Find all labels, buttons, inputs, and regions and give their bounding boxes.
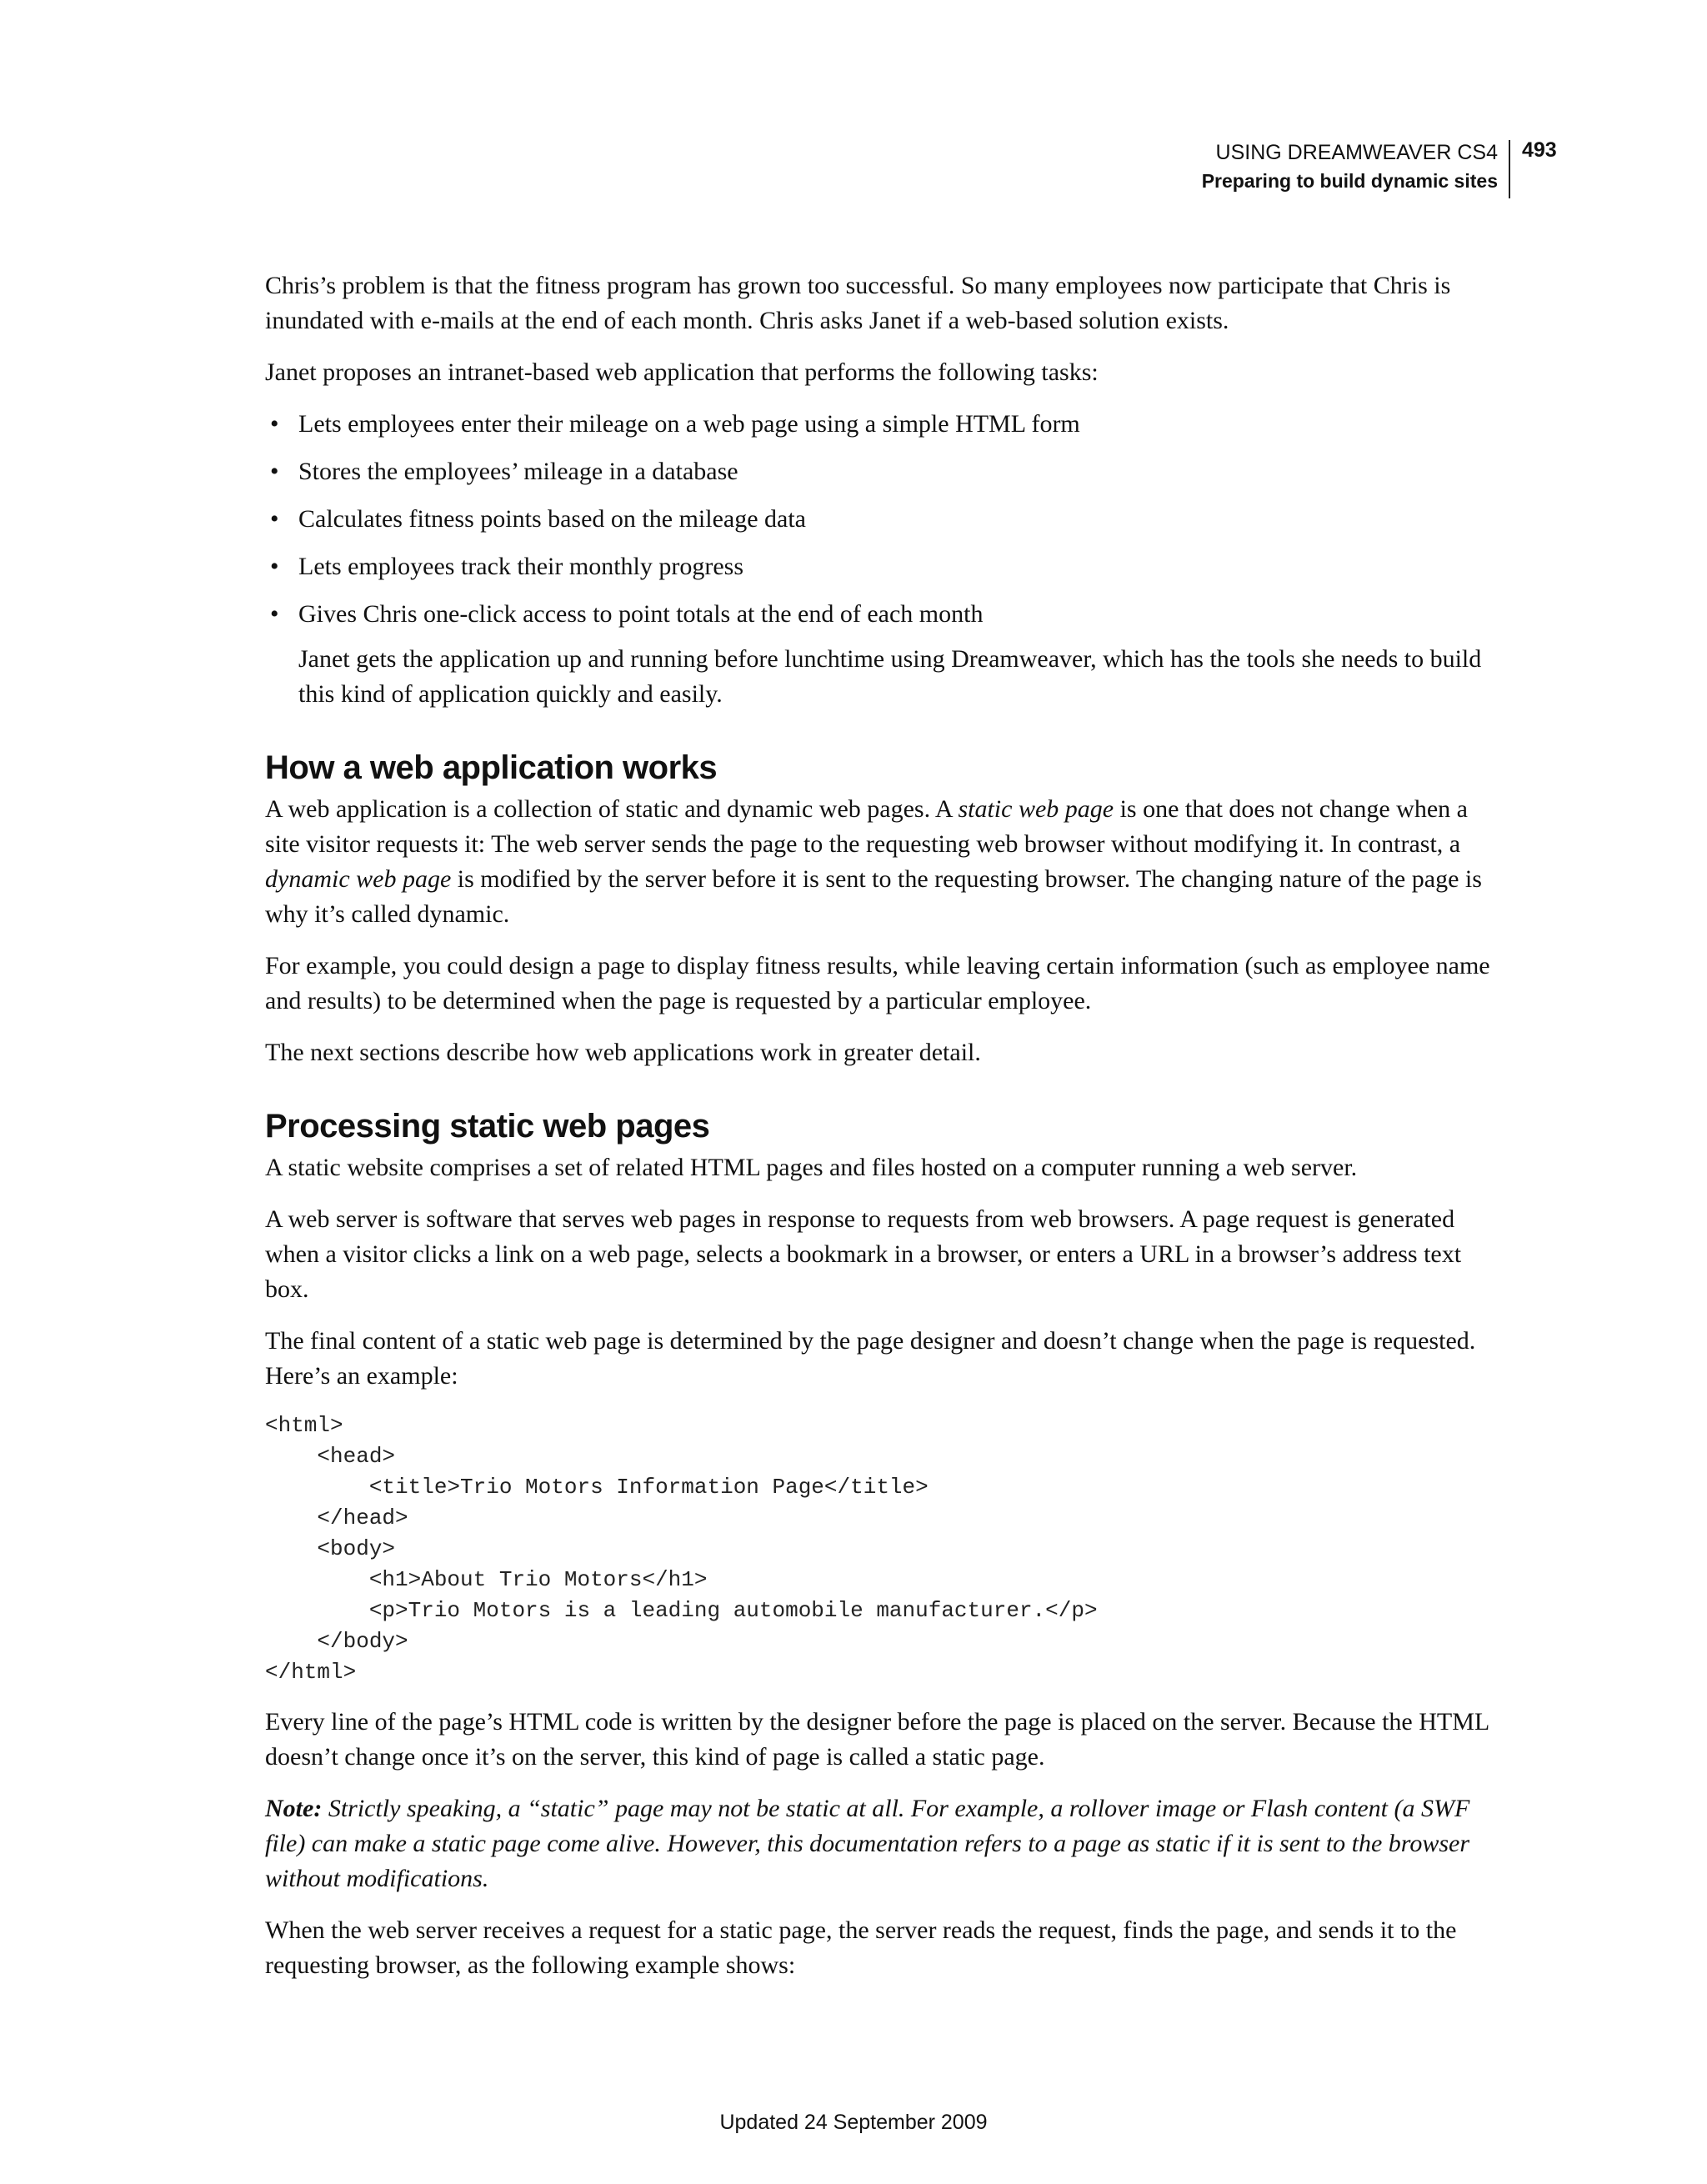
text-run: is one that does not change when a site visitor requests it: The web server sends the page to the requesting web browser without modifying it. In contrast, a [265, 795, 1468, 858]
code-line: </head> [265, 1505, 408, 1530]
code-line: </body> [265, 1629, 408, 1654]
code-line: <html> [265, 1413, 343, 1438]
list-item [265, 549, 1499, 584]
section1-paragraph-3: The next sections describe how web applications work in greater detail. [265, 1039, 981, 1066]
list-item-text: Stores the employees’ mileage in a database [298, 458, 738, 485]
bullet-icon: • [270, 410, 279, 438]
code-example [265, 1410, 1499, 1688]
note-label: Note: [265, 1795, 323, 1822]
list-item-text: Gives Chris one-click access to point totals at the end of each month [298, 600, 984, 628]
intro-paragraph-2: Janet proposes an intranet-based web application that performs the following tasks: [265, 358, 1099, 386]
code-line: <body> [265, 1536, 396, 1561]
code-line: <h1>About Trio Motors</h1> [265, 1567, 708, 1592]
list-item [265, 502, 1499, 537]
section2-paragraph-5: When the web server receives a request for a static page, the server reads the request, finds the page, and sends it to the requesting browser, as the following example shows: [265, 1916, 1457, 1979]
note-paragraph [265, 1791, 1499, 1896]
text-run: is modified by the server before it is sent to the requesting browser. The changing nature of the page is why it’s called dynamic. [265, 865, 1482, 928]
section1-paragraph-1 [265, 792, 1499, 932]
section-heading-static-pages: Processing static web pages [265, 1108, 710, 1145]
intro-paragraph-3: Janet gets the application up and running before lunchtime using Dreamweaver, which has the tools she needs to build this kind of application quickly and easily. [298, 645, 1482, 708]
code-line: <p>Trio Motors is a leading automobile manufacturer.</p> [265, 1598, 1098, 1623]
code-line: <title>Trio Motors Information Page</title> [265, 1475, 929, 1500]
running-header [843, 138, 1509, 195]
chapter-title: Preparing to build dynamic sites [1201, 170, 1498, 192]
page-number: 493 [1522, 138, 1557, 162]
list-item-text: Lets employees enter their mileage on a web page using a simple HTML form [298, 410, 1080, 438]
section2-paragraph-4: Every line of the page’s HTML code is written by the designer before the page is placed on the server. Because the HTML doesn’t change once it’s on the server, this kind of page is called a static page. [265, 1708, 1489, 1771]
list-item-text: Lets employees track their monthly progress [298, 553, 744, 580]
code-line: <head> [265, 1444, 396, 1469]
text-run: A web application is a collection of static and dynamic web pages. A [265, 795, 959, 823]
book-title: USING DREAMWEAVER CS4 [1215, 141, 1498, 164]
term-static-web-page: static web page [958, 795, 1114, 823]
bullet-icon: • [270, 458, 279, 485]
list-item [265, 407, 1499, 442]
intro-paragraph-1: Chris’s problem is that the fitness program has grown too successful. So many employees now participate that Chris is inundated with e-mails at the end of each month. Chris asks Janet if a web-based solution exists. [265, 272, 1451, 334]
bullet-icon: • [270, 505, 279, 533]
list-item [265, 597, 1499, 632]
task-list [265, 407, 1499, 632]
code-line: </html> [265, 1660, 357, 1685]
bullet-icon: • [270, 553, 279, 580]
section1-paragraph-2: For example, you could design a page to display fitness results, while leaving certain information (such as employee name and results) to be determined when the page is requested by a particular employee. [265, 952, 1490, 1014]
section2-paragraph-1: A static website comprises a set of related HTML pages and files hosted on a computer running a web server. [265, 1154, 1358, 1181]
section-heading-web-application: How a web application works [265, 749, 718, 786]
header-divider [1509, 140, 1510, 198]
page-body [265, 268, 1499, 2000]
term-dynamic-web-page: dynamic web page [265, 865, 452, 893]
section2-paragraph-3: The final content of a static web page is determined by the page designer and doesn’t change when the page is requested. Here’s an example: [265, 1327, 1476, 1390]
list-item [265, 454, 1499, 489]
section2-paragraph-2: A web server is software that serves web pages in response to requests from web browsers. A page request is generated when a visitor clicks a link on a web page, selects a bookmark in a browser, or enters a URL in a browser’s address text box. [265, 1205, 1462, 1303]
footer-updated-date: Updated 24 September 2009 [719, 2111, 988, 2134]
note-text: Strictly speaking, a “static” page may not be static at all. For example, a rollover image or Flash content (a SWF file) can make a static page come alive. However, this documentation refers to a page as static if it is sent to the browser without modifications. [265, 1795, 1470, 1892]
bullet-icon: • [270, 600, 279, 628]
list-item-text: Calculates fitness points based on the mileage data [298, 505, 806, 533]
